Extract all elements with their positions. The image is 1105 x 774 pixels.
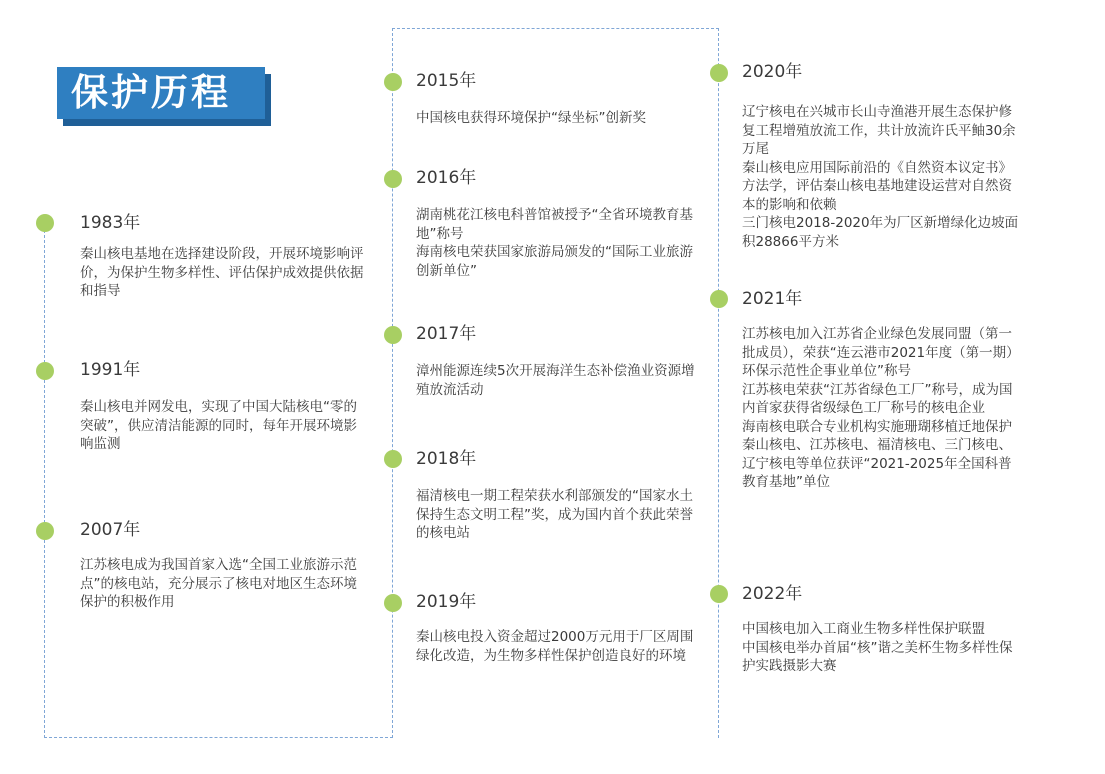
timeline-dot [384, 326, 402, 344]
description-line: 中国核电加入工商业生物多样性保护联盟 [742, 621, 985, 637]
description-line: 秦山核电并网发电，实现了中国大陆核电“零的突破”，供应清洁能源的同时，每年开展环境影响监测 [80, 399, 357, 452]
timeline-line-col3 [718, 28, 719, 738]
timeline-description [742, 103, 1022, 251]
timeline-description [416, 487, 696, 543]
timeline-description [416, 628, 696, 665]
timeline-year: 1991年 [80, 360, 141, 380]
timeline-line-col1 [44, 220, 45, 738]
timeline-line-col2 [392, 28, 393, 738]
timeline-dot [36, 362, 54, 380]
description-line: 海南核电联合专业机构实施珊瑚移植迁地保护 [742, 418, 1012, 435]
timeline-year: 2015年 [416, 71, 477, 91]
description-line: 福清核电一期工程荣获水利部颁发的“国家水土保持生态文明工程”奖，成为国内首个获此荣誉的核电站 [416, 488, 693, 541]
timeline-year: 2018年 [416, 449, 477, 469]
description-line: 中国核电获得环境保护“绿坐标”创新奖 [416, 110, 646, 126]
description-line: 秦山核电基地在选择建设阶段，开展环境影响评价，为保护生物多样性、评估保护成效提供依据和指导 [80, 246, 364, 299]
timeline-connector-bottom [44, 737, 393, 738]
timeline-dot [710, 585, 728, 603]
timeline-year: 2019年 [416, 592, 477, 612]
timeline-dot [36, 522, 54, 540]
timeline-dot [384, 73, 402, 91]
description-line: 漳州能源连续5次开展海洋生态补偿渔业资源增殖放流活动 [416, 363, 695, 398]
timeline-dot [710, 290, 728, 308]
timeline-description [416, 206, 696, 280]
description-line: 湖南桃花江核电科普馆被授予“全省环境教育基地”称号 [416, 207, 693, 242]
timeline-description [742, 620, 1022, 676]
description-line: 秦山核电投入资金超过2000万元用于厂区周围绿化改造，为生物多样性保护创造良好的环境 [416, 629, 694, 664]
description-line: 江苏核电加入江苏省企业绿色发展同盟（第一批成员），荣获“连云港市2021年度（第一期）环保示范性企事业单位”称号 [742, 326, 1020, 379]
timeline-description [416, 362, 696, 399]
timeline-description [742, 325, 1022, 492]
description-line: 三门核电2018-2020年为厂区新增绿化边坡面积28866平方米 [742, 215, 1019, 250]
description-line: 辽宁核电在兴城市长山寺渔港开展生态保护修复工程增殖放流工作，共计放流许氏平鲉30余万尾 [742, 104, 1016, 157]
timeline-dot [384, 594, 402, 612]
timeline-year: 2022年 [742, 584, 803, 604]
timeline-dot [384, 170, 402, 188]
timeline-description [80, 556, 365, 612]
timeline-dot [36, 214, 54, 232]
timeline-year: 2017年 [416, 324, 477, 344]
description-line: 中国核电举办首届“核”谐之美杯生物多样性保护实践摄影大赛 [742, 639, 1013, 674]
timeline-description [416, 109, 696, 128]
timeline-description [80, 398, 365, 454]
timeline-year: 1983年 [80, 213, 141, 233]
description-line: 江苏核电成为我国首家入选“全国工业旅游示范点”的核电站，充分展示了核电对地区生态环境保护的积极作用 [80, 557, 357, 610]
timeline-year: 2016年 [416, 168, 477, 188]
timeline-dot [710, 64, 728, 82]
timeline-year: 2007年 [80, 520, 141, 540]
timeline-dot [384, 450, 402, 468]
timeline-connector-top [392, 28, 719, 29]
description-line: 秦山核电应用国际前沿的《自然资本议定书》方法学，评估秦山核电基地建设运营对自然资本的影响和依赖 [742, 159, 1012, 213]
timeline-year: 2020年 [742, 62, 803, 82]
description-line: 江苏核电荣获“江苏省绿色工厂”称号，成为国内首家获得省级绿色工厂称号的核电企业 [742, 381, 1013, 416]
timeline-year: 2021年 [742, 289, 803, 309]
page-title: 保护历程 [57, 67, 265, 119]
description-line: 秦山核电、江苏核电、福清核电、三门核电、辽宁核电等单位获评“2021-2025年全国科普教育基地”单位 [742, 437, 1012, 490]
timeline-description [80, 245, 365, 301]
description-line: 海南核电荣获国家旅游局颁发的“国际工业旅游创新单位” [416, 244, 693, 279]
